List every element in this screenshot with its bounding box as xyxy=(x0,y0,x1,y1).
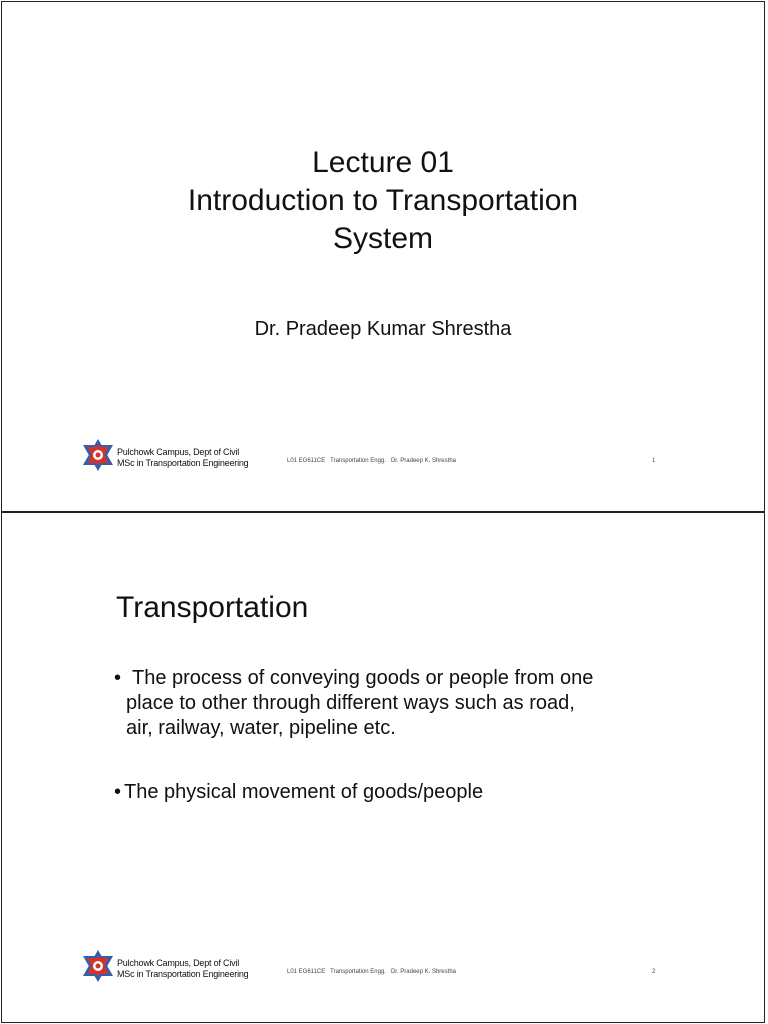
footer-organization xyxy=(117,958,248,980)
bullet-marker: • xyxy=(114,781,122,803)
footer-org-line-2: MSc in Transportation Engineering xyxy=(117,458,249,468)
bullet-line xyxy=(114,666,659,691)
author-name: Dr. Pradeep Kumar Shrestha xyxy=(254,318,512,340)
footer-org-line-1: Pulchowk Campus, Dept of Civil xyxy=(117,447,240,457)
footer-org-line-1: Pulchowk Campus, Dept of Civil xyxy=(117,958,240,968)
page-number: 2 xyxy=(652,969,656,975)
footer-organization xyxy=(117,447,248,469)
university-logo-icon xyxy=(82,949,114,983)
title-line-2: Introduction to Transportation xyxy=(187,184,579,217)
bullet-item xyxy=(114,666,659,741)
slide-footer xyxy=(2,949,764,983)
bullet-item xyxy=(114,780,483,805)
footer-course-info: L01 EG611CE Transportation Engg. Dr. Pradeep K. Shrestha xyxy=(287,458,456,464)
slide-heading: Transportation xyxy=(116,591,309,624)
title-line-3: System xyxy=(332,222,434,255)
title-line-1: Lecture 01 xyxy=(312,146,454,179)
bullet-line: place to other through different ways such as road, xyxy=(126,692,575,714)
slide-1 xyxy=(1,1,765,512)
bullet-line: air, railway, water, pipeline etc. xyxy=(126,717,396,739)
university-logo-icon xyxy=(82,438,114,472)
footer-course-info: L01 EG611CE Transportation Engg. Dr. Pradeep K. Shrestha xyxy=(287,969,456,975)
slide-title xyxy=(2,144,764,258)
bullet-marker: • xyxy=(114,667,122,689)
page-number: 1 xyxy=(652,458,656,464)
slide-2 xyxy=(1,512,765,1023)
bullet-text: The physical movement of goods/people xyxy=(124,781,484,803)
bullet-text: The process of conveying goods or people from one xyxy=(132,667,594,689)
slide-footer xyxy=(2,438,764,472)
footer-org-line-2: MSc in Transportation Engineering xyxy=(117,969,249,979)
